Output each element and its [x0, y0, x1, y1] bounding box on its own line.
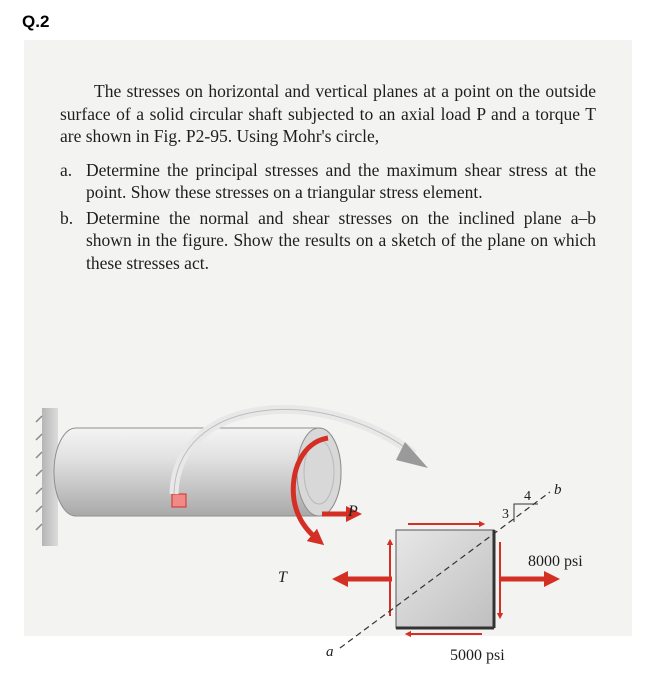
- shaft-figure: [24, 376, 632, 664]
- part-a-text: Determine the principal stresses and the maximum shear stress at the point. Show these stresses on a triangular stress element.: [86, 159, 596, 202]
- slope-run-label: 4: [524, 489, 531, 504]
- textbook-page: [24, 40, 632, 664]
- part-a-label: a.: [60, 159, 73, 180]
- slope-triangle: [514, 504, 538, 522]
- problem-text: [60, 80, 596, 274]
- normal-stress-label: 8000 psi: [528, 553, 583, 570]
- question-number: Q.2: [22, 12, 50, 31]
- surface-point-marker: [172, 494, 186, 507]
- point-b-label: b: [554, 482, 562, 498]
- shear-stress-label: 5000 psi: [450, 647, 505, 664]
- part-b: [60, 207, 596, 275]
- part-b-text: Determine the normal and shear stresses on the inclined plane a–b shown in the figure. Show the results on a sketch of the plane on which these stresses act.: [86, 207, 596, 273]
- part-a: [60, 159, 596, 204]
- slope-rise-label: 3: [502, 507, 509, 522]
- part-b-label: b.: [60, 207, 74, 228]
- load-label: P: [348, 503, 358, 520]
- torque-label: T: [278, 569, 287, 586]
- problem-intro: The stresses on horizontal and vertical planes at a point on the outside surface of a solid circular shaft subjected to an axial load P and a torque T are shown in Fig. P2-95. Using Mohr's circle,: [60, 81, 596, 146]
- point-a-label: a: [326, 644, 334, 660]
